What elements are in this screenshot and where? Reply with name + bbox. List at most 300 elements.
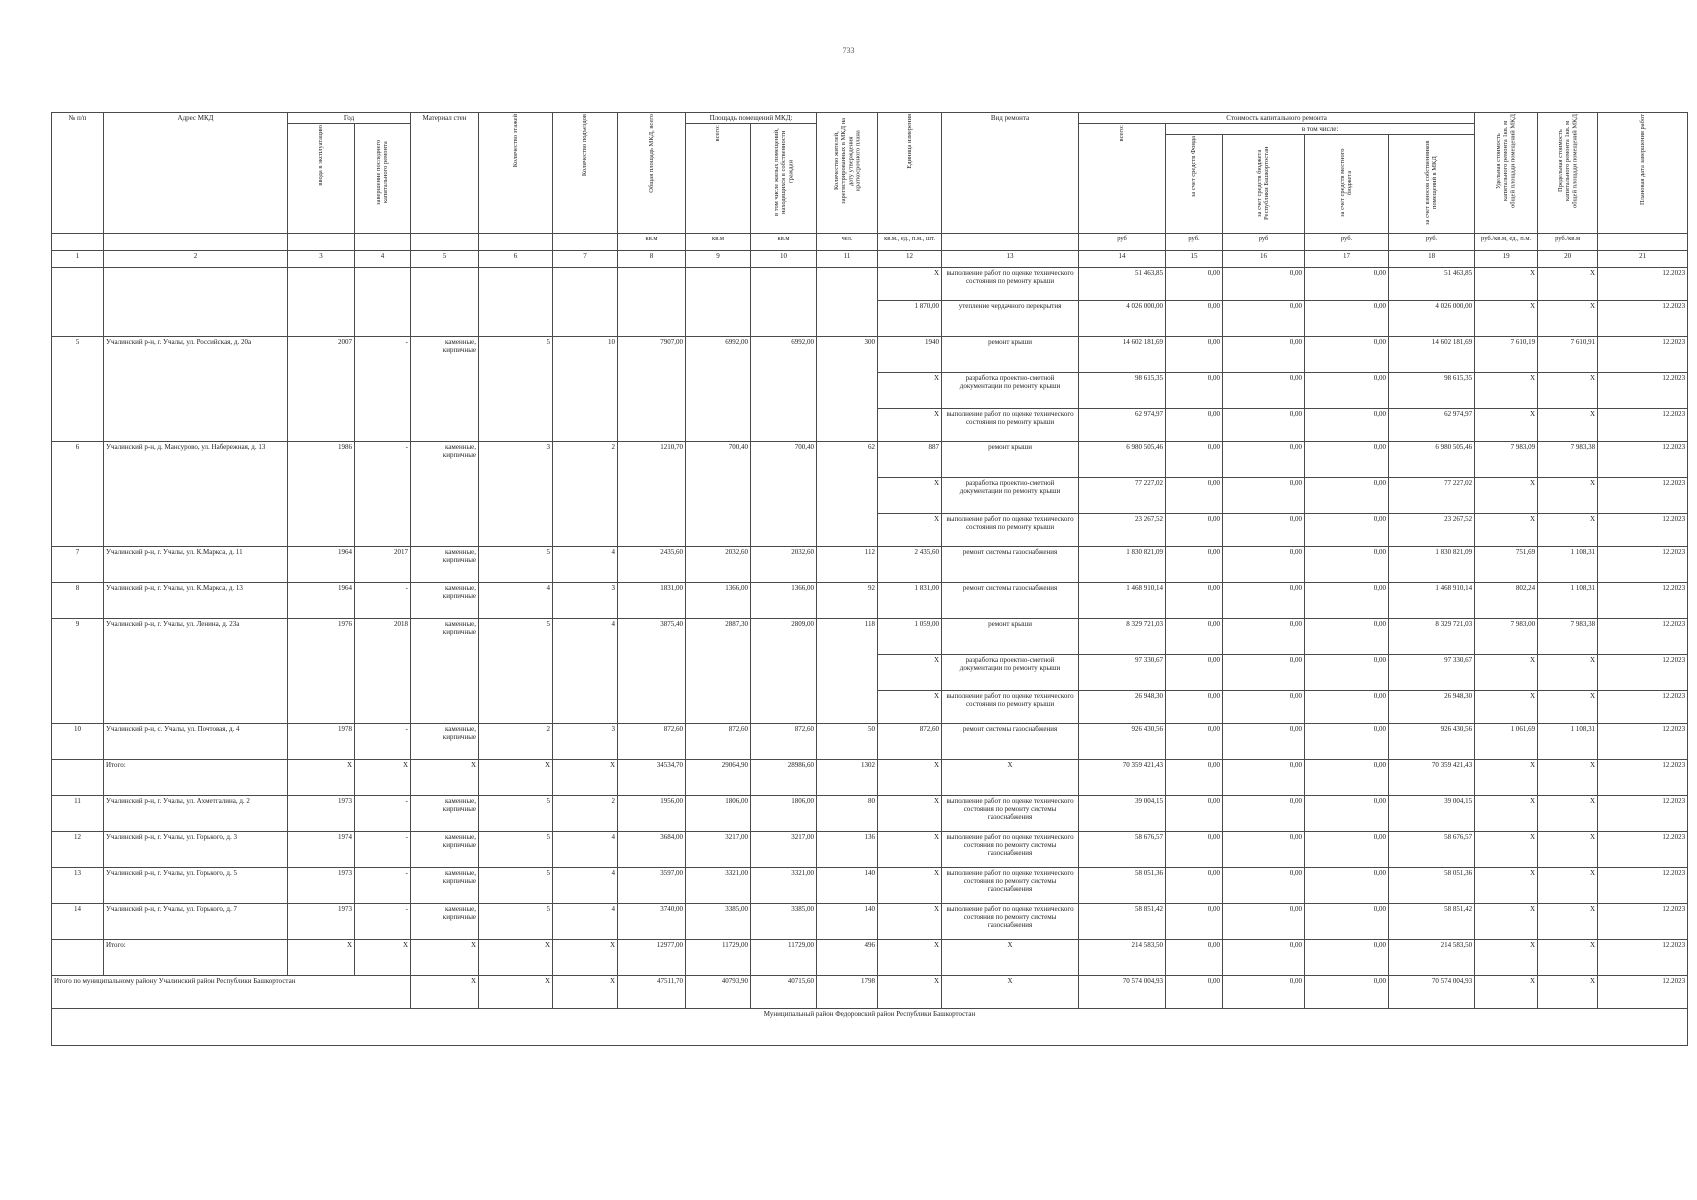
cell-residents: 136 xyxy=(817,832,878,868)
cell-address: Учалинский р-н, г. Учалы, ул. Ахметгалина, д. 2 xyxy=(104,796,288,832)
cell-cost-republic: 0,00 xyxy=(1223,832,1305,868)
cell-cost-owners: 8 329 721,03 xyxy=(1389,619,1475,655)
cell-max-cost: X xyxy=(1538,760,1598,796)
cell-entrances: 4 xyxy=(553,619,618,724)
cell-total-area: 3684,00 xyxy=(618,832,686,868)
cell-cost-total: 58 051,36 xyxy=(1079,868,1166,904)
cell-cost-local: 0,00 xyxy=(1305,301,1389,337)
cell-cost-fund: 0,00 xyxy=(1166,868,1223,904)
table-row xyxy=(52,724,1688,760)
col-number: 15 xyxy=(1166,251,1223,268)
cell-entrances: 2 xyxy=(553,442,618,547)
cell-cost-total: 97 330,67 xyxy=(1079,655,1166,691)
cell-unit: X xyxy=(878,514,942,547)
cell-cost-total: 1 468 910,14 xyxy=(1079,583,1166,619)
cell-cost-republic: 0,00 xyxy=(1223,583,1305,619)
cell-num: 13 xyxy=(52,868,104,904)
cell-cost-owners: 1 468 910,14 xyxy=(1389,583,1475,619)
cell-address: Учалинский р-н, г. Учалы, ул. Горького, д. 5 xyxy=(104,868,288,904)
cell-entrances: 2 xyxy=(553,796,618,832)
cell-repair-type: ремонт крыши xyxy=(942,442,1079,478)
cell-cost-total: 23 267,52 xyxy=(1079,514,1166,547)
cell-total-area: 47511,70 xyxy=(618,976,686,1009)
cell-year: 1978 xyxy=(288,724,355,760)
cell-cost-local: 0,00 xyxy=(1305,868,1389,904)
cell-max-cost: X xyxy=(1538,478,1598,514)
cell-address: Учалинский р-н, г. Учалы, ул. Горького, д. 3 xyxy=(104,832,288,868)
cell-plan-date: 12.2023 xyxy=(1598,583,1688,619)
cell-cost-total: 214 583,50 xyxy=(1079,940,1166,976)
cell-repair-type: выполнение работ по оценке технического состояния по ремонту системы газоснабжения xyxy=(942,832,1079,868)
cell-repair-type: выполнение работ по оценке технического состояния по ремонту крыши xyxy=(942,691,1079,724)
cell-total-area: 7907,00 xyxy=(618,337,686,442)
cell-area: 11729,00 xyxy=(686,940,751,976)
cell-year: 1973 xyxy=(288,868,355,904)
header-repair-type: Вид ремонта xyxy=(942,113,1079,234)
cell-plan-date: 12.2023 xyxy=(1598,442,1688,478)
cell-cost-total: 58 676,57 xyxy=(1079,832,1166,868)
table-row xyxy=(52,868,1688,904)
cell-cost-local: 0,00 xyxy=(1305,514,1389,547)
cell-area-residential: 6992,00 xyxy=(751,337,817,442)
col-number: 1 xyxy=(52,251,104,268)
cell-repair-type: выполнение работ по оценке технического состояния по ремонту крыши xyxy=(942,514,1079,547)
cell-material: каменные, кирпичные xyxy=(411,724,479,760)
col-number: 21 xyxy=(1598,251,1688,268)
cell-area-residential: 1806,00 xyxy=(751,796,817,832)
table-row xyxy=(52,583,1688,619)
col-number: 8 xyxy=(618,251,686,268)
cell-num: 11 xyxy=(52,796,104,832)
cell-repair-type: X xyxy=(942,760,1079,796)
cell-floors: 5 xyxy=(479,832,553,868)
cell-unit-cost: X xyxy=(1475,868,1538,904)
cell-cost-local: 0,00 xyxy=(1305,904,1389,940)
cell-material: каменные, кирпичные xyxy=(411,619,479,724)
cell-cost-local: 0,00 xyxy=(1305,547,1389,583)
cell-cost-local: 0,00 xyxy=(1305,409,1389,442)
header-area-group: Площадь помещений МКД: xyxy=(686,113,817,124)
cell-cost-fund: 0,00 xyxy=(1166,940,1223,976)
cell-max-cost: X xyxy=(1538,904,1598,940)
cell-cost-republic: 0,00 xyxy=(1223,619,1305,655)
units-row xyxy=(52,234,1688,251)
cell-cost-local: 0,00 xyxy=(1305,478,1389,514)
cell-repair-type: выполнение работ по оценке технического состояния по ремонту системы газоснабжения xyxy=(942,868,1079,904)
cell-area: 3385,00 xyxy=(686,904,751,940)
cell-repair-type: утепление чердачного перекрытия xyxy=(942,301,1079,337)
cell-cost-republic: 0,00 xyxy=(1223,691,1305,724)
cell-area: 2887,30 xyxy=(686,619,751,724)
cell-material: каменные, кирпичные xyxy=(411,442,479,547)
cell-unit: X xyxy=(878,940,942,976)
cell-residents: 300 xyxy=(817,337,878,442)
cell-area-residential: 700,40 xyxy=(751,442,817,547)
cell-unit: 887 xyxy=(878,442,942,478)
cell-material: X xyxy=(411,976,479,1009)
cell-municipal-total-label: Итого по муниципальному району Учалинский район Республики Башкортостан xyxy=(52,976,411,1009)
cell-plan-date: 12.2023 xyxy=(1598,301,1688,337)
header-republic-budget: за счет средств бюджета Республики Башкортостан xyxy=(1223,135,1305,234)
cell-cost-local: 0,00 xyxy=(1305,337,1389,373)
section-heading: Муниципальный район Федоровский район Республики Башкортостан xyxy=(52,1009,1688,1046)
cell-residents: 496 xyxy=(817,940,878,976)
cell-unit-cost: X xyxy=(1475,373,1538,409)
header-unit-cost: Удельная стоимость капитального ремонта 1кв. м общей площади помещений МКД xyxy=(1475,113,1538,234)
cell-total-area: 1210,70 xyxy=(618,442,686,547)
header-floors: Количество этажей xyxy=(479,113,553,234)
table-row xyxy=(52,337,1688,373)
col-number: 2 xyxy=(104,251,288,268)
header-residents: Количество жителей, зарегистрированных в МКД на дату утверждения краткосрочного плана xyxy=(817,113,878,234)
cell-cost-local: 0,00 xyxy=(1305,583,1389,619)
cell-max-cost: X xyxy=(1538,940,1598,976)
cell-cost-republic: 0,00 xyxy=(1223,268,1305,301)
cell-year: 1976 xyxy=(288,619,355,724)
subtotal-row xyxy=(52,940,1688,976)
cell-max-cost: X xyxy=(1538,796,1598,832)
unit: руб./кв.м xyxy=(1538,234,1598,251)
cell-unit-cost: X xyxy=(1475,478,1538,514)
cell-repair-type: разработка проектно-сметной документации по ремонту крыши xyxy=(942,655,1079,691)
cell-area-residential: 3321,00 xyxy=(751,868,817,904)
cell-address: Учалинский р-н, г. Учалы, ул. К.Маркса, д. 13 xyxy=(104,583,288,619)
cell-num: 7 xyxy=(52,547,104,583)
cell-num: 8 xyxy=(52,583,104,619)
cell-max-cost: 7 610,91 xyxy=(1538,337,1598,373)
cell-year: 1986 xyxy=(288,442,355,547)
cell-cost-total: 8 329 721,03 xyxy=(1079,619,1166,655)
cell-num xyxy=(52,760,104,796)
municipal-total-row xyxy=(52,976,1688,1009)
cell-plan-date: 12.2023 xyxy=(1598,976,1688,1009)
cell-year: 1964 xyxy=(288,547,355,583)
cell-unit-cost: X xyxy=(1475,904,1538,940)
cell-num: 12 xyxy=(52,832,104,868)
cell-cost-owners: 14 602 181,69 xyxy=(1389,337,1475,373)
cell-area-residential: 40715,60 xyxy=(751,976,817,1009)
cell-unit-cost: X xyxy=(1475,514,1538,547)
col-number: 12 xyxy=(878,251,942,268)
col-number: 10 xyxy=(751,251,817,268)
cell-cost-local: 0,00 xyxy=(1305,373,1389,409)
cell-year: 2007 xyxy=(288,337,355,442)
cell-num: 5 xyxy=(52,337,104,442)
header-num: № п/п xyxy=(52,113,104,234)
unit: кв.м xyxy=(618,234,686,251)
cell-unit-cost: 7 983,00 xyxy=(1475,619,1538,655)
cell-cost-fund: 0,00 xyxy=(1166,583,1223,619)
cell-last-repair: - xyxy=(355,337,411,442)
cell-plan-date: 12.2023 xyxy=(1598,547,1688,583)
cell-unit-cost: X xyxy=(1475,796,1538,832)
cell-num: 14 xyxy=(52,904,104,940)
header-wall-material: Материал стен xyxy=(411,113,479,234)
cell-residents: 118 xyxy=(817,619,878,724)
cell-cost-total: 51 463,85 xyxy=(1079,268,1166,301)
header-plan-date: Плановая дата завершения работ xyxy=(1598,113,1688,234)
table-row xyxy=(52,796,1688,832)
cell-cost-fund: 0,00 xyxy=(1166,409,1223,442)
cell-repair-type: выполнение работ по оценке технического состояния по ремонту крыши xyxy=(942,409,1079,442)
cell-unit: 1940 xyxy=(878,337,942,373)
cell-area: 700,40 xyxy=(686,442,751,547)
cell-max-cost: 7 983,38 xyxy=(1538,619,1598,655)
cell-unit-cost: X xyxy=(1475,409,1538,442)
cell-plan-date: 12.2023 xyxy=(1598,619,1688,655)
cell-area-residential: 2032,60 xyxy=(751,547,817,583)
cell-repair-type: выполнение работ по оценке технического состояния по ремонту системы газоснабжения xyxy=(942,796,1079,832)
cell-num xyxy=(52,940,104,976)
cell-plan-date: 12.2023 xyxy=(1598,724,1688,760)
header-owners: за счет взносов собственников помещений в МКД xyxy=(1389,135,1475,234)
cell-cost-republic: 0,00 xyxy=(1223,760,1305,796)
cell-cost-fund: 0,00 xyxy=(1166,478,1223,514)
col-number: 4 xyxy=(355,251,411,268)
header-area-residential: в том числе жилых помещений, находящихся в собственности граждан xyxy=(751,124,817,234)
cell-entrances: 4 xyxy=(553,547,618,583)
cell-cost-total: 58 851,42 xyxy=(1079,904,1166,940)
cell-material: каменные, кирпичные xyxy=(411,796,479,832)
cell-year: X xyxy=(288,760,355,796)
header-entrances: Количество подъездов xyxy=(553,113,618,234)
cell-last-repair: 2018 xyxy=(355,619,411,724)
cell-cost-fund: 0,00 xyxy=(1166,337,1223,373)
cell-address: Учалинский р-н, г. Учалы, ул. К.Маркса, д. 11 xyxy=(104,547,288,583)
cell-unit-cost: 1 061,69 xyxy=(1475,724,1538,760)
cell-total-area: 872,60 xyxy=(618,724,686,760)
cell-plan-date: 12.2023 xyxy=(1598,514,1688,547)
cell-address: Учалинский р-н, г. Учалы, ул. Горького, д. 7 xyxy=(104,904,288,940)
cell-residents: 1302 xyxy=(817,760,878,796)
cell-unit: X xyxy=(878,796,942,832)
cell-unit: 1 831,00 xyxy=(878,583,942,619)
cell-cost-republic: 0,00 xyxy=(1223,409,1305,442)
cell-cost-republic: 0,00 xyxy=(1223,655,1305,691)
cell-unit-cost: X xyxy=(1475,940,1538,976)
cell-area: 29064,90 xyxy=(686,760,751,796)
col-number: 14 xyxy=(1079,251,1166,268)
cell-cost-owners: 58 851,42 xyxy=(1389,904,1475,940)
cell-unit: X xyxy=(878,655,942,691)
cell-cost-owners: 26 948,30 xyxy=(1389,691,1475,724)
cell-entrances: X xyxy=(553,760,618,796)
cell-area: 6992,00 xyxy=(686,337,751,442)
cell-residents: 92 xyxy=(817,583,878,619)
cell-area: 3217,00 xyxy=(686,832,751,868)
cell-cost-total: 1 830 821,09 xyxy=(1079,547,1166,583)
cell-cost-fund: 0,00 xyxy=(1166,442,1223,478)
cell-unit: X xyxy=(878,976,942,1009)
col-number: 17 xyxy=(1305,251,1389,268)
cell-area-residential: 28986,60 xyxy=(751,760,817,796)
cell-cost-total: 26 948,30 xyxy=(1079,691,1166,724)
cell-floors: X xyxy=(479,940,553,976)
cell-cost-owners: 51 463,85 xyxy=(1389,268,1475,301)
cell-entrances: 3 xyxy=(553,724,618,760)
cell-repair-type: ремонт системы газоснабжения xyxy=(942,547,1079,583)
unit: кв.м xyxy=(751,234,817,251)
cell-plan-date: 12.2023 xyxy=(1598,478,1688,514)
cell-cost-fund: 0,00 xyxy=(1166,691,1223,724)
cell-residents: 140 xyxy=(817,868,878,904)
cell-cost-fund: 0,00 xyxy=(1166,904,1223,940)
cell-total-area: 2435,60 xyxy=(618,547,686,583)
header-total-area: Общая площадь МКД, всего xyxy=(618,113,686,234)
cell-cost-republic: 0,00 xyxy=(1223,976,1305,1009)
cell-plan-date: 12.2023 xyxy=(1598,796,1688,832)
cell-cost-fund: 0,00 xyxy=(1166,796,1223,832)
cell-address: Учалинский р-н, с. Учалы, ул. Почтовая, д. 4 xyxy=(104,724,288,760)
col-number: 9 xyxy=(686,251,751,268)
unit: руб. xyxy=(1389,234,1475,251)
cell-area-residential: 2809,00 xyxy=(751,619,817,724)
cell-unit-cost: 802,24 xyxy=(1475,583,1538,619)
unit: чел. xyxy=(817,234,878,251)
cell-material: каменные, кирпичные xyxy=(411,868,479,904)
cell-entrances: 4 xyxy=(553,832,618,868)
unit: руб. xyxy=(1166,234,1223,251)
cell-cost-total: 77 227,02 xyxy=(1079,478,1166,514)
cell-floors: 5 xyxy=(479,547,553,583)
cell-unit: X xyxy=(878,760,942,796)
cell-cost-fund: 0,00 xyxy=(1166,655,1223,691)
cell-max-cost: X xyxy=(1538,832,1598,868)
col-number: 3 xyxy=(288,251,355,268)
cell-total-area: 3597,00 xyxy=(618,868,686,904)
cell-floors: 5 xyxy=(479,868,553,904)
cell-total-area: 3875,40 xyxy=(618,619,686,724)
cell-plan-date: 12.2023 xyxy=(1598,373,1688,409)
cell-area: 40793,90 xyxy=(686,976,751,1009)
cell-residents: 80 xyxy=(817,796,878,832)
cell-unit: X xyxy=(878,691,942,724)
cell-unit-cost: 751,69 xyxy=(1475,547,1538,583)
col-number: 6 xyxy=(479,251,553,268)
cell-unit: X xyxy=(878,268,942,301)
cell-material: X xyxy=(411,760,479,796)
table-row xyxy=(52,268,1688,301)
cell-cost-republic: 0,00 xyxy=(1223,373,1305,409)
cell-unit: X xyxy=(878,904,942,940)
cell-cost-fund: 0,00 xyxy=(1166,373,1223,409)
cell-material: X xyxy=(411,940,479,976)
cell-cost-republic: 0,00 xyxy=(1223,724,1305,760)
cell-cost-total: 62 974,97 xyxy=(1079,409,1166,442)
cell-max-cost: X xyxy=(1538,373,1598,409)
unit: кв.м xyxy=(686,234,751,251)
cell-floors: X xyxy=(479,760,553,796)
cell-area-residential: 11729,00 xyxy=(751,940,817,976)
cell-cost-local: 0,00 xyxy=(1305,268,1389,301)
cell-entrances: X xyxy=(553,976,618,1009)
cell-entrances: X xyxy=(553,940,618,976)
cell-entrances: 4 xyxy=(553,904,618,940)
cell-repair-type: ремонт системы газоснабжения xyxy=(942,724,1079,760)
cell-cost-fund: 0,00 xyxy=(1166,724,1223,760)
cell-repair-type: ремонт системы газоснабжения xyxy=(942,583,1079,619)
cell-area-residential: 3385,00 xyxy=(751,904,817,940)
cell-area: 872,60 xyxy=(686,724,751,760)
cell-repair-type: выполнение работ по оценке технического состояния по ремонту крыши xyxy=(942,268,1079,301)
cell-repair-type: разработка проектно-сметной документации по ремонту крыши xyxy=(942,373,1079,409)
cell-last-repair: - xyxy=(355,796,411,832)
cell-address: Учалинский р-н, г. Учалы, ул. Ленина, д. 23а xyxy=(104,619,288,724)
table-row xyxy=(52,442,1688,478)
cell-entrances: 4 xyxy=(553,868,618,904)
cell-cost-republic: 0,00 xyxy=(1223,301,1305,337)
column-numbers-row xyxy=(52,251,1688,268)
cell-material: каменные, кирпичные xyxy=(411,337,479,442)
cell-last-repair: - xyxy=(355,832,411,868)
cell-address: Учалинский р-н, д. Мансурово, ул. Набережная, д. 13 xyxy=(104,442,288,547)
cell-unit-cost: X xyxy=(1475,832,1538,868)
col-number: 20 xyxy=(1538,251,1598,268)
cell-repair-type: X xyxy=(942,976,1079,1009)
cell-unit: X xyxy=(878,868,942,904)
cell-cost-fund: 0,00 xyxy=(1166,832,1223,868)
cell-cost-owners: 70 359 421,43 xyxy=(1389,760,1475,796)
cell-floors: 5 xyxy=(479,796,553,832)
cell-last-repair: X xyxy=(355,940,411,976)
cell-plan-date: 12.2023 xyxy=(1598,691,1688,724)
cell-entrances: 3 xyxy=(553,583,618,619)
cell-unit-cost: X xyxy=(1475,760,1538,796)
cell-last-repair: - xyxy=(355,904,411,940)
cell-cost-owners: 98 615,35 xyxy=(1389,373,1475,409)
cell-total-area: 1956,00 xyxy=(618,796,686,832)
header-year-group: Год xyxy=(288,113,411,124)
cell-cost-republic: 0,00 xyxy=(1223,940,1305,976)
header-unit: Единица измерения xyxy=(878,113,942,234)
cell-year: X xyxy=(288,940,355,976)
cell-last-repair: - xyxy=(355,442,411,547)
cell-cost-republic: 0,00 xyxy=(1223,796,1305,832)
cell-last-repair: - xyxy=(355,583,411,619)
cell-max-cost: X xyxy=(1538,514,1598,547)
cell-area: 3321,00 xyxy=(686,868,751,904)
cell-cost-local: 0,00 xyxy=(1305,619,1389,655)
cell-last-repair: 2017 xyxy=(355,547,411,583)
cell-area-residential: 872,60 xyxy=(751,724,817,760)
cell-floors: 3 xyxy=(479,442,553,547)
unit: руб xyxy=(1223,234,1305,251)
cell-unit-cost: 7 610,19 xyxy=(1475,337,1538,373)
cell-floors: 4 xyxy=(479,583,553,619)
cell-cost-local: 0,00 xyxy=(1305,691,1389,724)
cell-cost-total: 70 574 004,93 xyxy=(1079,976,1166,1009)
subtotal-row xyxy=(52,760,1688,796)
cell-residents: 112 xyxy=(817,547,878,583)
cell-plan-date: 12.2023 xyxy=(1598,904,1688,940)
cell-max-cost: 1 108,31 xyxy=(1538,583,1598,619)
cell-max-cost: X xyxy=(1538,268,1598,301)
unit: кв.м., ед., п.м., шт. xyxy=(878,234,942,251)
header-address: Адрес МКД xyxy=(104,113,288,234)
header-cost-group: Стоимость капитального ремонта xyxy=(1079,113,1475,124)
cell-cost-total: 98 615,35 xyxy=(1079,373,1166,409)
cell-cost-owners: 77 227,02 xyxy=(1389,478,1475,514)
col-number: 5 xyxy=(411,251,479,268)
col-number: 16 xyxy=(1223,251,1305,268)
cell-max-cost: X xyxy=(1538,976,1598,1009)
header-max-cost: Предельная стоимость капитального ремонта 1кв. м общей площади помещений МКД xyxy=(1538,113,1598,234)
cell-cost-owners: 4 026 000,00 xyxy=(1389,301,1475,337)
cell-unit: 1 059,00 xyxy=(878,619,942,655)
header-fund: за счет средств Фонда xyxy=(1166,135,1223,234)
cell-unit: X xyxy=(878,478,942,514)
cell-area-residential: 3217,00 xyxy=(751,832,817,868)
